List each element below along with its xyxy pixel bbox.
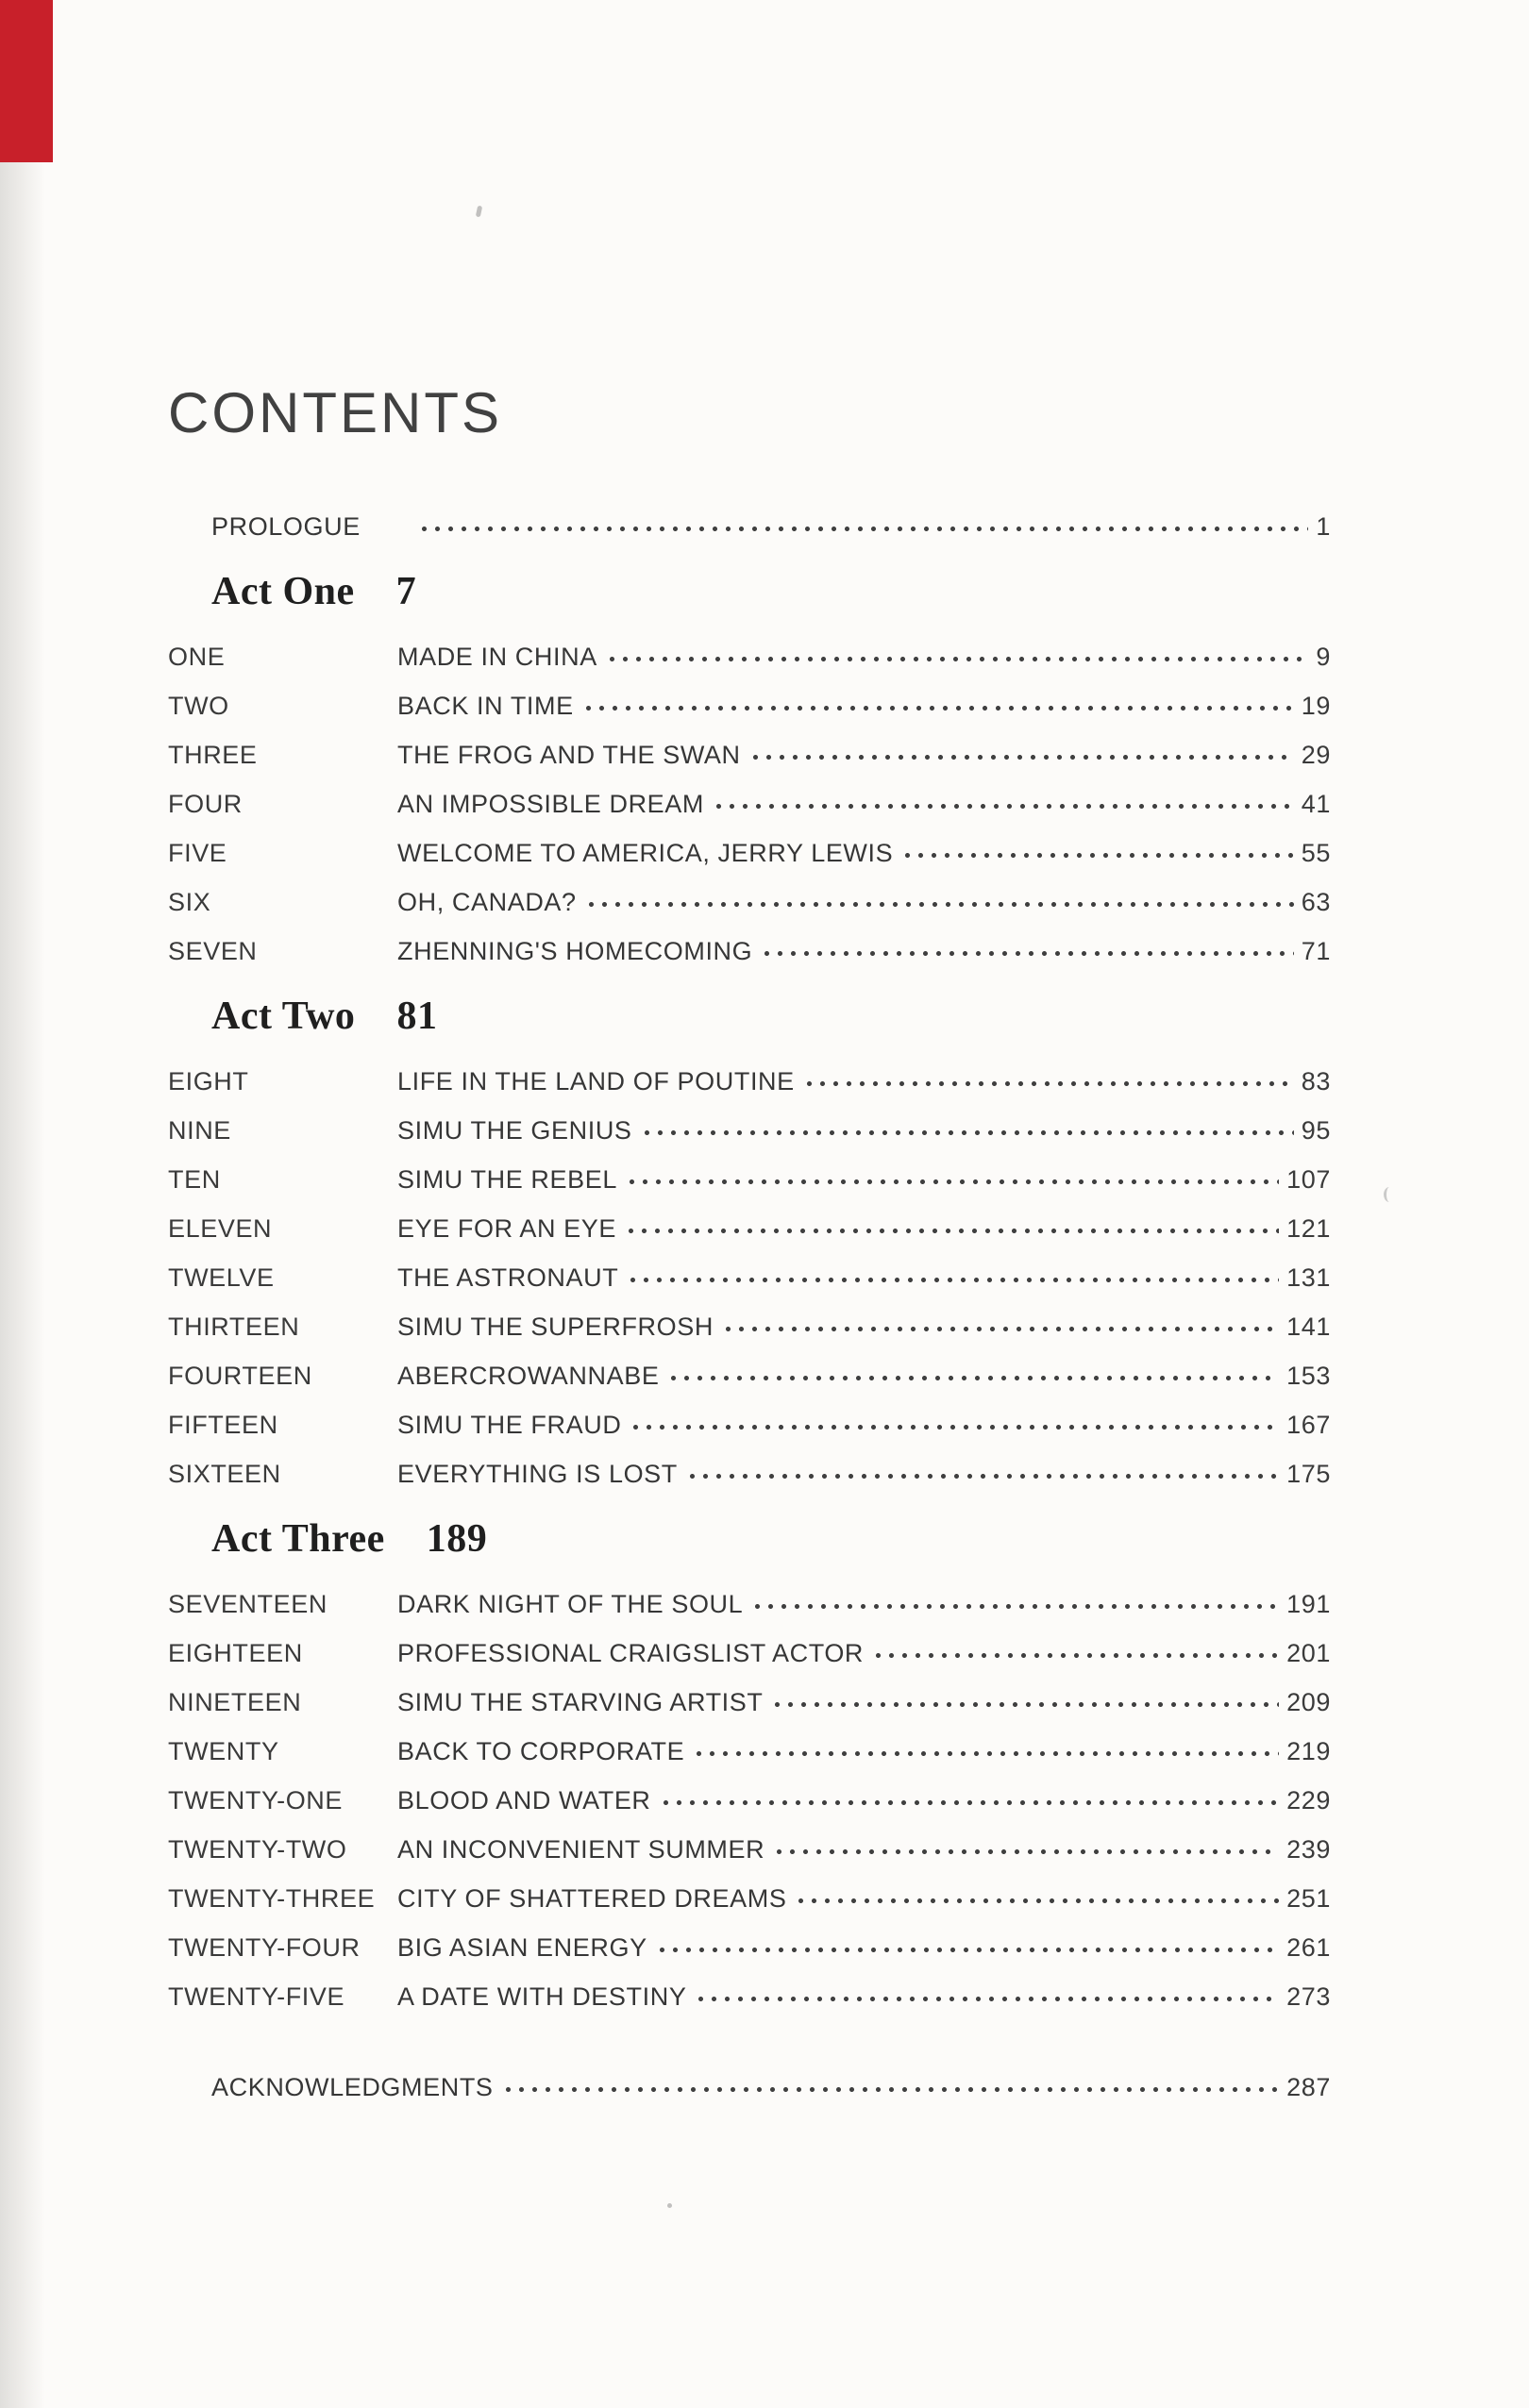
dot-leader — [670, 1375, 1279, 1381]
chapter-page-number: 261 — [1286, 1933, 1331, 1962]
chapter-page-number: 251 — [1286, 1884, 1331, 1913]
dot-leader — [696, 1750, 1279, 1757]
chapter-title: PROFESSIONAL CRAIGSLIST ACTOR — [397, 1639, 865, 1667]
toc-row — [168, 681, 1331, 730]
chapter-number: TEN — [168, 1165, 221, 1194]
chapter-title: DARK NIGHT OF THE SOUL — [397, 1590, 744, 1618]
toc-row — [168, 1302, 1331, 1351]
dot-leader — [752, 754, 1294, 761]
dot-leader — [875, 1652, 1279, 1659]
page-title: CONTENTS — [168, 381, 502, 444]
chapter-title: LIFE IN THE LAND OF POUTINE — [397, 1067, 795, 1095]
chapter-page-number: 95 — [1301, 1116, 1331, 1145]
dot-leader — [697, 1996, 1279, 2002]
toc-row — [168, 1825, 1331, 1874]
chapter-page-number: 63 — [1301, 888, 1331, 916]
chapter-title: THE ASTRONAUT — [397, 1263, 619, 1292]
chapter-number: THREE — [168, 741, 258, 769]
chapter-page-number: 191 — [1286, 1590, 1331, 1618]
toc-content — [168, 0, 1331, 2112]
scan-artifact — [667, 2203, 672, 2208]
toc-row — [168, 1155, 1331, 1204]
dot-leader — [421, 526, 1309, 532]
chapter-number: SIXTEEN — [168, 1460, 281, 1488]
dot-leader — [689, 1473, 1279, 1480]
chapter-number: ONE — [168, 643, 226, 671]
chapter-page-number: 121 — [1286, 1214, 1331, 1243]
chapter-number: TWELVE — [168, 1263, 275, 1292]
chapter-number: TWENTY-ONE — [168, 1786, 344, 1814]
chapter-page-number: 55 — [1301, 839, 1331, 867]
toc-row — [168, 1400, 1331, 1449]
dot-leader — [764, 950, 1294, 957]
dot-leader — [663, 1799, 1280, 1806]
chapter-title: SIMU THE STARVING ARTIST — [397, 1688, 764, 1716]
scan-edge-shadow — [0, 0, 45, 2408]
toc-row — [168, 1629, 1331, 1678]
toc-row — [168, 1253, 1331, 1302]
dot-leader — [628, 1228, 1279, 1234]
chapter-page-number: 9 — [1316, 643, 1331, 671]
toc-row — [168, 828, 1331, 878]
chapter-title: AN IMPOSSIBLE DREAM — [397, 790, 704, 818]
chapter-title: BACK TO CORPORATE — [397, 1737, 685, 1765]
toc-row — [168, 1351, 1331, 1400]
dot-leader — [609, 656, 1309, 662]
chapter-page-number: 71 — [1301, 937, 1331, 965]
chapter-number: NINETEEN — [168, 1688, 302, 1716]
chapter-title: BACK IN TIME — [397, 692, 574, 720]
chapter-title: OH, CANADA? — [397, 888, 577, 916]
act-page-number: 189 — [426, 1517, 488, 1561]
chapter-page-number: 153 — [1286, 1362, 1331, 1390]
chapter-number: TWO — [168, 692, 229, 720]
chapter-number: TWENTY-FIVE — [168, 1982, 345, 2011]
dot-leader — [904, 852, 1294, 859]
chapter-title: SIMU THE GENIUS — [397, 1116, 632, 1145]
chapter-number: THIRTEEN — [168, 1313, 300, 1341]
chapter-title: A DATE WITH DESTINY — [397, 1982, 687, 2011]
acknowledgments-page-number: 287 — [1286, 2073, 1331, 2101]
dot-leader — [806, 1080, 1294, 1087]
chapter-page-number: 209 — [1286, 1688, 1331, 1716]
toc-row — [168, 730, 1331, 779]
act-heading-three — [211, 1512, 1331, 1566]
acknowledgments-label: ACKNOWLEDGMENTS — [211, 2073, 494, 2101]
dot-leader — [774, 1701, 1279, 1708]
dot-leader — [644, 1129, 1294, 1136]
chapter-number: EIGHTEEN — [168, 1639, 303, 1667]
toc-row — [168, 878, 1331, 927]
toc-row — [168, 779, 1331, 828]
chapter-title: MADE IN CHINA — [397, 643, 597, 671]
toc-entry-prologue — [168, 502, 1331, 551]
chapter-title: BIG ASIAN ENERGY — [397, 1933, 647, 1962]
act-heading-one — [211, 564, 1331, 619]
chapter-page-number: 167 — [1286, 1411, 1331, 1439]
chapter-page-number: 201 — [1286, 1639, 1331, 1667]
toc-row — [168, 927, 1331, 976]
toc-row — [168, 1106, 1331, 1155]
toc-row — [168, 1874, 1331, 1923]
toc-row — [168, 1449, 1331, 1498]
chapter-title: ZHENNING'S HOMECOMING — [397, 937, 753, 965]
chapter-title: THE FROG AND THE SWAN — [397, 741, 741, 769]
chapter-number: FOUR — [168, 790, 243, 818]
chapter-title: SIMU THE SUPERFROSH — [397, 1313, 714, 1341]
chapter-number: NINE — [168, 1116, 231, 1145]
chapter-title: BLOOD AND WATER — [397, 1786, 651, 1814]
chapter-page-number: 107 — [1286, 1165, 1331, 1194]
chapter-page-number: 175 — [1286, 1460, 1331, 1488]
chapter-page-number: 41 — [1301, 790, 1331, 818]
chapter-number: FOURTEEN — [168, 1362, 312, 1390]
chapter-title: SIMU THE FRAUD — [397, 1411, 622, 1439]
dot-leader — [725, 1326, 1279, 1332]
chapter-number: SEVEN — [168, 937, 258, 965]
act-heading-label: Act Two — [211, 995, 356, 1038]
chapter-title: ABERCROWANNABE — [397, 1362, 660, 1390]
chapter-title: AN INCONVENIENT SUMMER — [397, 1835, 765, 1864]
chapter-title: EVERYTHING IS LOST — [397, 1460, 678, 1488]
chapter-page-number: 239 — [1286, 1835, 1331, 1864]
scan-artifact — [1384, 1187, 1395, 1202]
toc-row — [168, 1678, 1331, 1727]
chapter-number: SIX — [168, 888, 211, 916]
toc-row — [168, 1776, 1331, 1825]
dot-leader — [715, 803, 1294, 810]
act-heading-two — [211, 989, 1331, 1044]
chapter-number: FIVE — [168, 839, 227, 867]
chapter-page-number: 29 — [1301, 741, 1331, 769]
toc-row — [168, 632, 1331, 681]
dot-leader — [505, 2086, 1280, 2093]
toc-row — [168, 1727, 1331, 1776]
act-heading-label: Act Three — [211, 1517, 385, 1561]
chapter-page-number: 83 — [1301, 1067, 1331, 1095]
chapter-number: TWENTY-THREE — [168, 1884, 376, 1913]
book-cover-edge — [0, 0, 53, 162]
toc-row — [168, 1580, 1331, 1629]
chapter-title: EYE FOR AN EYE — [397, 1214, 616, 1243]
chapter-number: ELEVEN — [168, 1214, 273, 1243]
toc-row — [168, 1972, 1331, 2021]
dot-leader — [629, 1179, 1279, 1185]
toc-row — [168, 1923, 1331, 1972]
chapter-page-number: 273 — [1286, 1982, 1331, 2011]
toc-row — [168, 1204, 1331, 1253]
toc-row — [168, 1057, 1331, 1106]
dot-leader — [659, 1947, 1279, 1953]
chapter-number: TWENTY-TWO — [168, 1835, 347, 1864]
dot-leader — [632, 1424, 1279, 1430]
act-page-number: 7 — [395, 570, 417, 613]
chapter-page-number: 131 — [1286, 1263, 1331, 1292]
dot-leader — [630, 1277, 1279, 1283]
chapter-number: TWENTY-FOUR — [168, 1933, 361, 1962]
chapter-title: CITY OF SHATTERED DREAMS — [397, 1884, 787, 1913]
dot-leader — [754, 1603, 1279, 1610]
dot-leader — [588, 901, 1294, 908]
dot-leader — [585, 705, 1294, 711]
act-page-number: 81 — [396, 995, 438, 1038]
chapter-number: SEVENTEEN — [168, 1590, 328, 1618]
chapter-title: SIMU THE REBEL — [397, 1165, 617, 1194]
chapter-page-number: 219 — [1286, 1737, 1331, 1765]
act-heading-label: Act One — [211, 570, 355, 613]
chapter-title: WELCOME TO AMERICA, JERRY LEWIS — [397, 839, 894, 867]
toc-entry-acknowledgments — [168, 2063, 1331, 2112]
prologue-page-number: 1 — [1316, 512, 1331, 541]
chapter-number: FIFTEEN — [168, 1411, 278, 1439]
chapter-number: EIGHT — [168, 1067, 249, 1095]
chapter-page-number: 141 — [1286, 1313, 1331, 1341]
chapter-page-number: 19 — [1301, 692, 1331, 720]
dot-leader — [798, 1898, 1279, 1904]
dot-leader — [776, 1848, 1279, 1855]
chapter-number: TWENTY — [168, 1737, 279, 1765]
chapter-page-number: 229 — [1286, 1786, 1331, 1814]
prologue-label: PROLOGUE — [211, 512, 361, 541]
